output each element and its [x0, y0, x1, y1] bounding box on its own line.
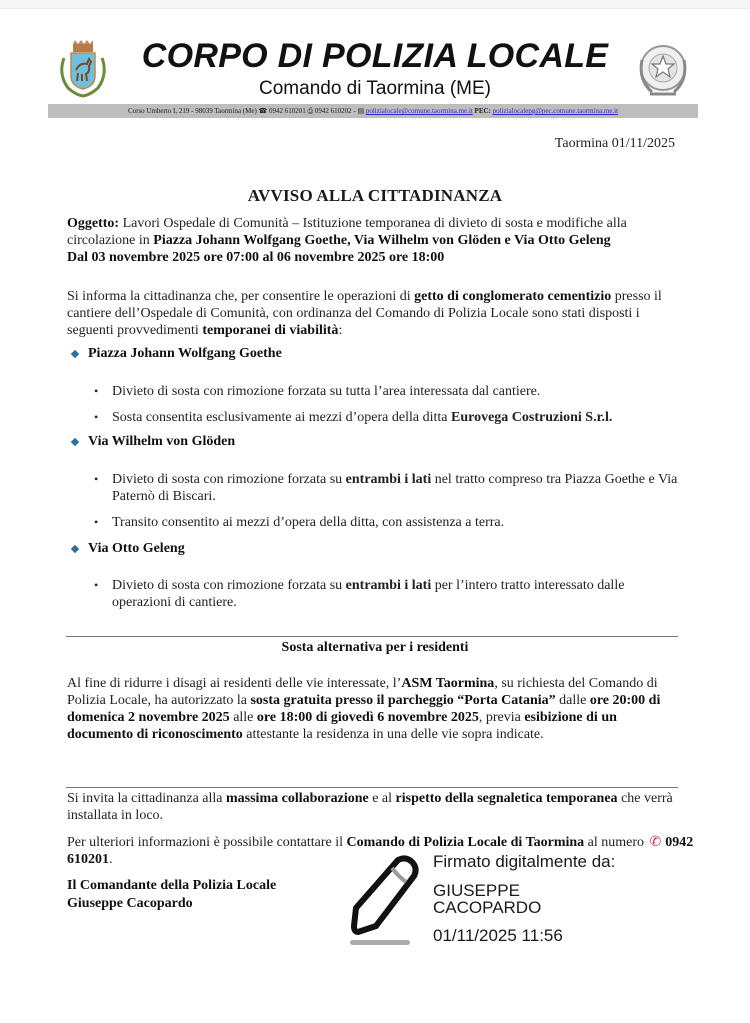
subject-paragraph: [67, 215, 683, 266]
info-text: Per ulteriori informazioni è possibile contattare il: [67, 835, 347, 850]
bullet-dot-icon: •: [94, 384, 99, 398]
signature-label: Firmato digitalmente da:: [433, 852, 616, 871]
closing-paragraph: [67, 790, 683, 824]
closing-text: e al: [368, 791, 396, 806]
list-item: [94, 514, 680, 531]
list-item: [94, 383, 680, 400]
subject-text: Lavori Ospedale di Comunità – Istituzione temporanea di divieto di sosta e modifiche alla circolazione in: [67, 216, 627, 248]
intro-paragraph: [67, 288, 683, 339]
phone-icon: ✆: [649, 835, 662, 850]
signer-block: [67, 877, 276, 913]
section-heading-geleng: [72, 541, 185, 557]
intro-bold-2: temporanei di viabilità: [202, 323, 339, 338]
viewer-top-bar: [0, 0, 750, 9]
bullet-text: Divieto di sosta con rimozione forzata su: [112, 578, 346, 593]
pec-link[interactable]: polizialocalepg@pec.comune.taormina.me.it: [492, 107, 619, 115]
notice-title: AVVISO ALLA CITTADINANZA: [247, 186, 503, 205]
list-item: [94, 577, 680, 611]
list-item-text: [112, 409, 612, 426]
info-text: .: [109, 852, 113, 867]
subject-streets: Piazza Johann Wolfgang Goethe, Via Wilhelm von Glöden e Via Otto Geleng: [153, 233, 611, 248]
section-heading-goethe: [72, 346, 282, 362]
subject-period: Dal 03 novembre 2025 ore 07:00 al 06 novembre 2025 ore 18:00: [67, 250, 445, 265]
contact-fax: 0942 610202 -: [314, 107, 356, 115]
info-bold: Comando di Polizia Locale di Taormina: [346, 835, 585, 850]
residents-bold: ore 20:00 di domenica 2 novembre 2025: [67, 693, 661, 725]
list-item: [94, 471, 680, 505]
header-subtitle: Comando di Taormina (ME): [259, 78, 491, 99]
document-date: Taormina 01/11/2025: [554, 136, 675, 151]
residents-text: alle: [229, 710, 257, 725]
bullet-bold: entrambi i lati: [345, 578, 432, 593]
bullet-text: Transito consentito ai mezzi d’opera della ditta, con assistenza a terra.: [112, 515, 505, 530]
list-item-text: [112, 471, 680, 505]
info-text: al numero: [584, 835, 648, 850]
diamond-bullet-icon: [71, 350, 79, 358]
italian-republic-emblem-icon: [636, 40, 690, 100]
closing-bold: massima collaborazione: [226, 791, 369, 806]
pec-label: PEC:: [474, 107, 491, 115]
residents-text: , previa: [478, 710, 525, 725]
residents-bold: ASM Taormina: [401, 676, 495, 691]
signer-role: Il Comandante della Polizia Locale: [67, 878, 277, 893]
list-item-text: [112, 577, 680, 611]
header-title: CORPO DI POLIZIA LOCALE: [141, 37, 609, 75]
subject-label: Oggetto:: [67, 216, 120, 231]
residents-text: Al fine di ridurre i disagi ai residenti delle vie interessate, l’: [67, 676, 402, 691]
residents-text: , su richiesta del Comando di Polizia Locale, ha autorizzato la: [67, 676, 658, 708]
bullet-dot-icon: •: [94, 578, 99, 592]
contact-address: Corso Umberto I, 219 - 98039 Taormina (Me): [127, 107, 257, 115]
bullet-dot-icon: •: [94, 410, 99, 424]
bullet-dot-icon: •: [94, 515, 99, 529]
taormina-coat-of-arms-icon: [56, 40, 110, 98]
closing-text: che verrà installata in loco.: [67, 791, 673, 823]
divider: [66, 787, 678, 788]
section-heading-text: Via Wilhelm von Glöden: [88, 434, 236, 449]
bullet-bold: entrambi i lati: [345, 472, 432, 487]
bullet-text-2: per l’intero tratto interessato dalle operazioni di cantiere.: [112, 578, 625, 610]
bullet-text: Divieto di sosta con rimozione forzata su: [112, 472, 346, 487]
pen-signature-icon: [346, 852, 426, 948]
fax-icon: ⎙: [307, 107, 314, 115]
intro-text-3: :: [338, 323, 343, 338]
section-heading-text: Piazza Johann Wolfgang Goethe: [88, 346, 282, 361]
bullet-dot-icon: •: [94, 472, 99, 486]
contact-phone: 0942 610201: [269, 107, 306, 115]
residents-bold: ore 18:00 di giovedì 6 novembre 2025: [256, 710, 479, 725]
bullet-text: Sosta consentita esclusivamente ai mezzi d’opera della ditta: [112, 410, 451, 425]
signature-timestamp: 01/11/2025 11:56: [433, 926, 563, 945]
section-heading-text: Via Otto Geleng: [88, 541, 185, 556]
signature-name-first: GIUSEPPE: [433, 881, 520, 900]
email-link[interactable]: polizialocale@comune.taormina.me.it: [365, 107, 473, 115]
computer-icon: ▤: [357, 107, 365, 115]
bullet-text-2: nel tratto compreso tra Piazza Goethe e Via Paternò di Biscari.: [112, 472, 678, 504]
residents-bold: sosta gratuita presso il parcheggio “Porta Catania”: [250, 693, 556, 708]
residents-paragraph: [67, 675, 683, 743]
diamond-bullet-icon: [71, 438, 79, 446]
diamond-bullet-icon: [71, 545, 79, 553]
closing-text: Si invita la cittadinanza alla: [67, 791, 226, 806]
list-item-text: [112, 383, 540, 400]
intro-text: Si informa la cittadinanza che, per consentire le operazioni di: [67, 289, 415, 304]
bullet-bold: Eurovega Costruzioni S.r.l.: [451, 410, 613, 425]
bullet-text: Divieto di sosta con rimozione forzata su tutta l’area interessata dal cantiere.: [112, 384, 541, 399]
divider: [66, 636, 678, 637]
residents-heading: Sosta alternativa per i residenti: [281, 640, 469, 655]
signature-name-last: CACOPARDO: [433, 898, 542, 917]
list-item: [94, 409, 680, 426]
contact-bar: [48, 104, 698, 118]
closing-bold: rispetto della segnaletica temporanea: [395, 791, 618, 806]
signer-name: Giuseppe Cacopardo: [67, 896, 193, 911]
residents-text: dalle: [555, 693, 590, 708]
intro-text-2: presso il cantiere dell’Ospedale di Comunità, con ordinanza del Comando di Polizia Locale sono stati disposti i seguenti provvedimenti: [67, 289, 662, 338]
section-heading-gloden: [72, 434, 235, 450]
residents-text: attestante la residenza in una delle vie sopra indicate.: [242, 727, 544, 742]
intro-bold-1: getto di conglomerato cementizio: [414, 289, 612, 304]
list-item-text: [112, 514, 504, 531]
residents-bold: esibizione di un documento di riconoscimento: [67, 710, 617, 742]
telephone-icon: ☎: [258, 107, 268, 115]
info-phone[interactable]: 0942 610201: [67, 835, 694, 867]
